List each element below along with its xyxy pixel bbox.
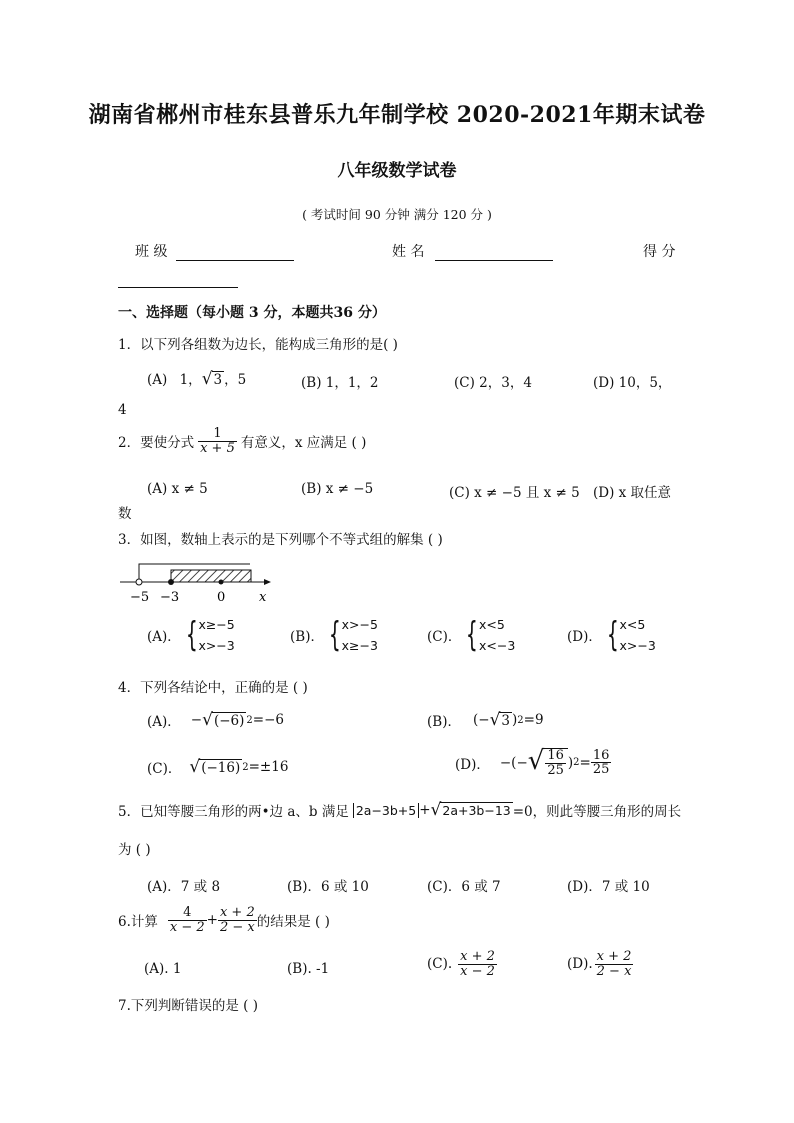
tick-label: −3 [160,590,180,605]
exponent: 2 [242,761,249,773]
fraction [198,427,237,455]
numerator: x + 2 [219,905,255,920]
option-label: (D)． [455,756,490,773]
question-4-option-a [147,710,284,730]
option-text: −(− [499,754,528,771]
question-6-option-b: (B). -1 [287,961,330,977]
inequality-line: x≥−3 [341,638,378,653]
fraction [168,906,207,934]
minus-sign: − [190,712,203,728]
denominator: 25 [592,762,610,778]
score-blank [118,287,238,288]
question-2-option-d: (D) x 取任意 [593,485,672,501]
option-text: =±16 [248,759,289,775]
question-6-option-d [567,950,633,978]
sqrt-symbol: √ 3 [489,709,510,730]
inequality-line: x>−3 [619,638,656,653]
stem-text: 有意义，x 应满足 ( ) [240,435,367,452]
option-label: (C)． [147,761,182,777]
inequality-system [181,614,235,656]
plus-sign: + [419,802,431,818]
radicand: (−16) [201,759,241,776]
option-text: =9 [523,712,544,728]
equals-sign: = [579,754,591,771]
question-1-option-a [147,368,246,388]
question-5-option-c: (C)．6 或 7 [427,879,501,895]
option-text: ) [567,754,574,771]
option-label: (A)． [147,629,181,645]
question-5-stem-line2: 为 ( ) [118,842,151,858]
option-label: (B)． [290,629,324,645]
question-4-stem: 4．下列各结论中，正确的是 ( ) [118,680,308,696]
class-blank [176,246,294,261]
question-1-option-b: (B) 1，1，2 [301,375,379,391]
question-2-stem [118,427,366,455]
option-label: (A)． [147,714,181,730]
open-point [136,579,142,585]
question-1-stem: 1．以下列各组数为边长，能构成三角形的是( ) [118,337,398,353]
tick-label: −5 [130,590,150,605]
inequality-system [324,614,378,656]
question-2-option-d-wrap: 数 [118,506,132,522]
stem-text: =0，则此等腰三角形的周长 [512,804,682,820]
plus-sign: + [206,912,218,929]
denominator: 2 − x [219,919,255,935]
option-text: (− [472,712,490,728]
numerator: 4 [183,905,192,920]
question-6-option-c [427,950,497,978]
question-1-option-d-wrap: 4 [118,402,127,418]
exam-subtitle: 八年级数学试卷 [337,161,457,181]
radicand: 2a+3b−13 [442,802,511,818]
exponent: 2 [517,714,524,726]
stem-text: 6.计算 [118,914,158,931]
stem-text: 5．已知等腰三角形的两•边 a、b 满足 [118,804,349,820]
fraction [458,950,497,978]
question-7-stem: 7.下列判断错误的是 ( ) [118,998,258,1014]
exam-title: 湖南省郴州市桂东县普乐九年制学校 2020-2021年期末试卷 [88,102,706,128]
question-2-option-a: (A) x ≠ 5 [147,481,208,497]
radicand: 3 [501,712,510,729]
question-3-option-c [427,614,515,656]
question-2-option-c: (C) x ≠ −5 且 x ≠ 5 [449,485,580,501]
option-text: ) [512,712,518,728]
option-label: (C)． [427,629,462,645]
numerator: 16 [547,748,564,763]
brace-icon: { [328,615,341,655]
option-label: (B)． [427,714,461,730]
inequality-system [602,614,656,656]
absolute-value: 2a−3b+5 [353,803,419,818]
inequality-line: x>−5 [341,617,378,632]
question-3-option-b [290,614,378,656]
inequality-line: x>−3 [198,638,235,653]
question-5-option-a: (A)．7 或 8 [147,879,221,895]
option-text: =−6 [252,712,284,728]
numerator: x + 2 [596,949,632,964]
brace-icon: { [185,615,198,655]
sqrt-symbol: √ (−16) [189,756,241,777]
denominator: 2 − x [596,963,632,979]
name-blank [435,246,553,261]
name-field [392,241,553,261]
inequality-line: x<5 [479,617,505,632]
sqrt-symbol: √ (−6) [202,709,245,730]
question-1-option-c: (C) 2，3，4 [454,375,532,391]
denominator: x + 5 [200,440,235,456]
inequality-line: x≥−5 [198,617,235,632]
sqrt-symbol: √ $\frac{16}{25}$ [528,748,568,777]
question-1-option-d: (D) 10，5， [593,375,672,391]
class-label: 班 级 [135,244,168,260]
exponent: 2 [573,757,580,769]
sqrt-symbol: √ 2a+3b−13 [430,799,511,820]
denominator: x − 2 [460,963,495,979]
question-4-option-c [147,757,288,777]
sqrt-symbol: √ 3 [201,369,223,389]
exam-meta: ( 考试时间 90 分钟 满分 120 分 ) [302,207,492,222]
question-5-stem [118,800,681,820]
radicand: 3 [213,372,223,388]
brace-icon: { [606,615,619,655]
name-label: 姓 名 [392,244,425,260]
question-6-stem [118,906,330,934]
option-text: 1， [179,372,202,388]
fraction [595,950,634,978]
numerator: 1 [213,426,222,441]
inequality-line: x<5 [619,617,646,632]
question-3-option-d [567,614,656,656]
question-3-stem: 3．如图，数轴上表示的是下列哪个不等式组的解集 ( ) [118,532,443,548]
hatched-region [171,570,251,582]
inequality-system [461,614,515,656]
numerator: 16 [592,747,610,763]
class-field [135,241,294,261]
fraction [218,906,257,934]
question-2-option-b: (B) x ≠ −5 [301,481,374,497]
stem-text: 2．要使分式 [118,435,195,452]
question-4-option-b [427,710,544,730]
exponent: 2 [246,714,253,726]
section-heading: 一、选择题（每小题 3 分，本题共36 分） [118,305,386,321]
number-line-figure [118,558,278,606]
question-3-option-a [147,614,235,656]
brace-icon: { [466,615,479,655]
question-6-option-a: (A). 1 [144,961,182,977]
question-5-option-b: (B)．6 或 10 [287,879,369,895]
question-5-option-d: (D)．7 或 10 [567,879,650,895]
radicand: (−6) [213,712,245,729]
score-label: 得 分 [643,244,676,260]
denominator: x − 2 [169,919,205,935]
option-label: (A) [147,372,168,388]
option-text: ，5 [224,372,247,388]
numerator: x + 2 [460,949,495,964]
tick-label: 0 [217,590,226,605]
stem-text: 的结果是 ( ) [256,914,330,931]
option-label: (C). [427,956,453,973]
fraction [545,749,566,777]
question-4-option-d [455,748,611,777]
denominator: 25 [547,762,564,778]
fraction [591,749,612,777]
option-label: (D)． [567,629,602,645]
option-label: (D). [567,956,593,973]
axis-arrow-icon [264,579,271,585]
inequality-line: x<−3 [479,638,516,653]
origin-point [219,580,224,585]
axis-variable-label: x [259,590,267,605]
closed-point [168,579,174,585]
